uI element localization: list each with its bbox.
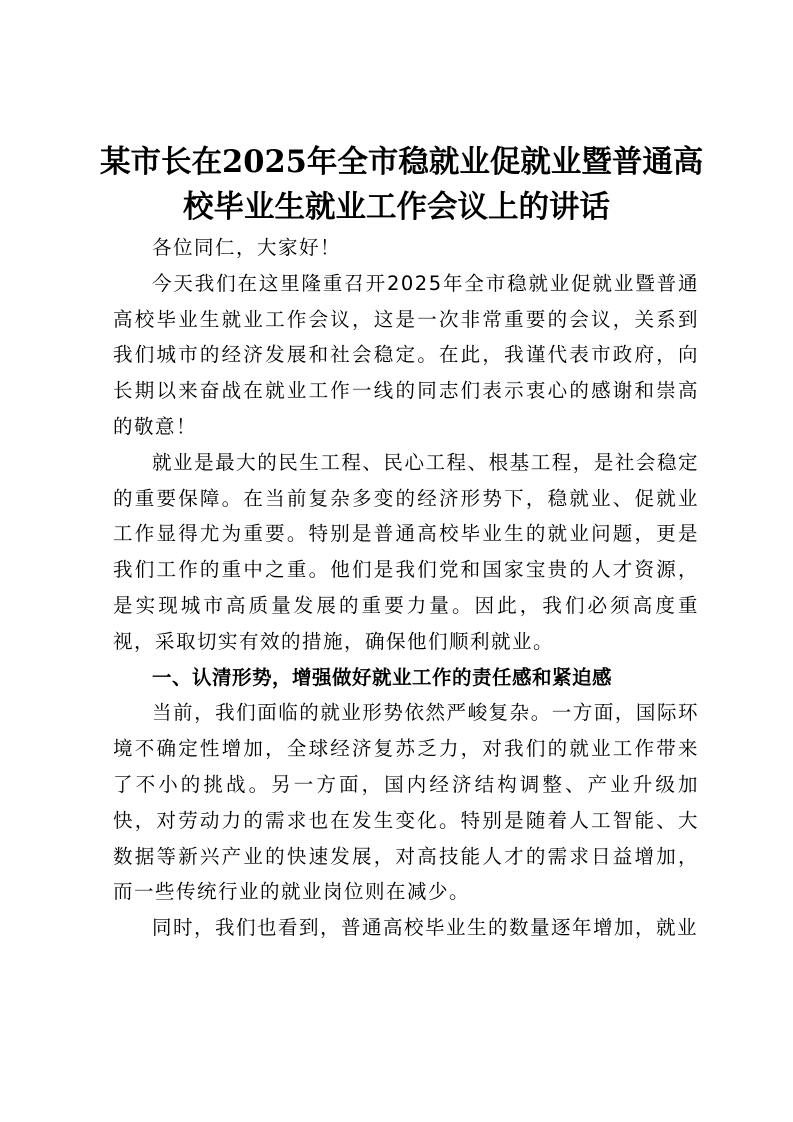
title-line-1: 某市长在2025年全市稳就业促就业暨普通高 [100, 144, 704, 180]
document-title [100, 140, 704, 230]
section-heading-1: 一、认清形势，增强做好就业工作的责任感和紧迫感 [152, 665, 613, 689]
paragraph-situation: 当前，我们面临的就业形势依然严峻复杂。一方面，国际环境不确定性增加，全球经济复苏乏力，对我们的就业工作带来了不小的挑战。另一方面，国内经济结构调整、产业升级加快，对劳动力的需求也在发生变化。特别是随着人工智能、大数据等新兴产业的快速发展，对高技能人才的需求日益增加，而一些传统行业的就业岗位则在减少。 [113, 701, 699, 904]
greeting: 各位同仁，大家好！ [152, 236, 342, 259]
document-body [113, 230, 699, 946]
paragraph-opening: 今天我们在这里隆重召开2025年全市稳就业促就业暨普通高校毕业生就业工作会议，这是一次非常重要的会议，关系到我们城市的经济发展和社会稳定。在此，我谨代表市政府，向长期以来奋战在就业工作一线的同志们表示衷心的感谢和崇高的敬意！ [113, 271, 699, 438]
paragraph-graduates: 同时，我们也看到，普通高校毕业生的数量逐年增加，就业 [152, 916, 699, 940]
paragraph-importance: 就业是最大的民生工程、民心工程、根基工程，是社会稳定的重要保障。在当前复杂多变的经济形势下，稳就业、促就业工作显得尤为重要。特别是普通高校毕业生的就业问题，更是我们工作的重中之重。他们是我们党和国家宝贵的人才资源，是实现城市高质量发展的重要力量。因此，我们必须高度重视，采取切实有效的措施，确保他们顺利就业。 [113, 450, 699, 653]
title-line-2: 校毕业生就业工作会议上的讲话 [183, 189, 610, 225]
